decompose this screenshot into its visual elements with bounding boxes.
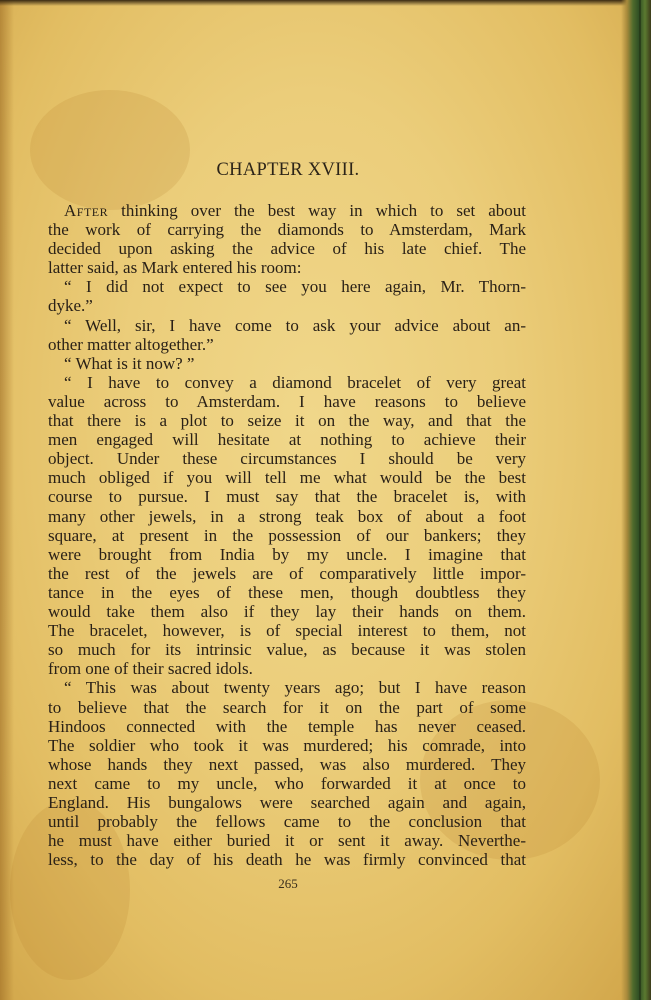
text-line: value across to Amsterdam. I have reasons to believe xyxy=(48,391,526,411)
text-line: the rest of the jewels are of comparatively little impor- xyxy=(48,563,526,583)
text-line: “ This was about twenty years ago; but I have reason xyxy=(64,678,526,698)
text-line: less, to the day of his death he was firmly convinced that xyxy=(48,850,526,870)
text-line: he must have either buried it or sent it away. Neverthe- xyxy=(48,831,526,851)
text-line: would take them also if they lay their hands on them. xyxy=(48,602,526,621)
text-line: “ I have to convey a diamond bracelet of very great xyxy=(64,372,526,392)
book-gutter xyxy=(621,0,651,1000)
drop-word: After xyxy=(64,201,109,220)
text-line: to believe that the search for it on the part of some xyxy=(48,697,526,717)
text-line: decided upon asking the advice of his late chief. The xyxy=(48,239,526,259)
text-line: until probably the fellows came to the conclusion that xyxy=(48,812,526,832)
text-line: other matter altogether.” xyxy=(48,334,214,354)
text-line: latter said, as Mark entered his room: xyxy=(48,258,302,278)
text-line: The soldier who took it was murdered; his comrade, into xyxy=(48,735,526,755)
page-top-shadow xyxy=(0,0,651,6)
text-line: much obliged if you will tell me what would be the best xyxy=(48,468,526,488)
text-line: that there is a plot to seize it on the way, and that the xyxy=(48,411,526,430)
page-number: 265 xyxy=(278,876,298,891)
text-line: course to pursue. I must say that the bracelet is, with xyxy=(48,487,526,507)
text-line: dyke.” xyxy=(48,296,93,316)
text-line: object. Under these circumstances I should be very xyxy=(48,449,526,469)
text-line: next came to my uncle, who forwarded it at once to xyxy=(48,773,526,793)
text-line: tance in the eyes of these men, though doubtless they xyxy=(48,582,526,602)
text-line: Hindoos connected with the temple has never ceased. xyxy=(48,716,526,736)
text-line: The bracelet, however, is of special interest to them, not xyxy=(48,621,526,641)
text-line: men engaged will hesitate at nothing to achieve their xyxy=(48,430,526,450)
page-left-edge xyxy=(0,0,14,1000)
text-line: square, at present in the possession of our bankers; they xyxy=(48,525,526,545)
text-line: “ I did not expect to see you here again, Mr. Thorn- xyxy=(64,277,526,297)
text-line: from one of their sacred idols. xyxy=(48,659,253,679)
text-line: “ What is it now? ” xyxy=(64,353,195,373)
text-line: were brought from India by my uncle. I imagine that xyxy=(48,544,526,564)
paper-stain xyxy=(30,90,190,210)
text-line: many other jewels, in a strong teak box of about a foot xyxy=(48,506,526,526)
chapter-heading: CHAPTER XVIII. xyxy=(216,160,360,180)
text-line: England. His bungalows were searched again and again, xyxy=(48,793,526,812)
text-line: “ Well, sir, I have come to ask your advice about an- xyxy=(64,315,526,335)
text-line: so much for its intrinsic value, as because it was stolen xyxy=(48,640,526,660)
text-line: whose hands they next passed, was also murdered. They xyxy=(48,754,526,774)
text-line: After thinking over the best way in which to set about xyxy=(64,201,526,220)
text-line: the work of carrying the diamonds to Amsterdam, Mark xyxy=(48,220,526,239)
